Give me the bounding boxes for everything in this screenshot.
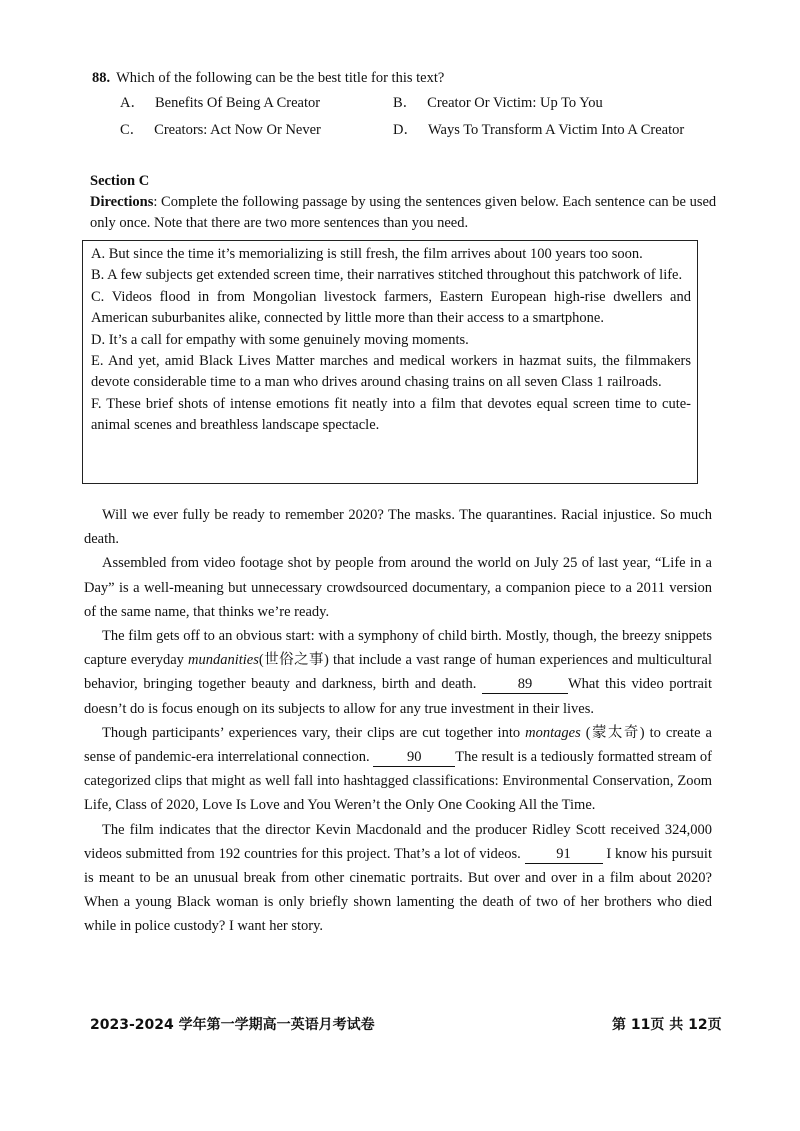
- directions-label: Directions: [90, 194, 154, 210]
- question-stem: Which of the following can be the best title for this text?: [116, 70, 445, 86]
- section-title: Section C: [90, 173, 150, 189]
- paragraph-5: [84, 818, 712, 939]
- option-d[interactable]: [393, 118, 723, 139]
- answer-options: [120, 91, 732, 139]
- paragraph-2: Assembled from video footage shot by people from around the world on July 25 of last year, “Life in a Day” is a well-meaning but unnecessary crowdsourced documentary, a companion piece to a 2011 version of the same name, that thinks we’re ready.: [84, 555, 712, 620]
- option-a[interactable]: [120, 91, 393, 112]
- italic-term: mundanities: [187, 652, 259, 669]
- option-text: Creators: Act Now Or Never: [154, 122, 321, 138]
- sentence-option-d: D. It’s a call for empathy with some genuinely moving moments.: [91, 331, 469, 348]
- option-letter: C．: [120, 122, 145, 138]
- question-number: 88.: [92, 70, 111, 86]
- footer-page-number: 第 11页 共 12页: [612, 1017, 722, 1033]
- sentence-option-e: E. And yet, amid Black Lives Matter marches and medical workers in hazmat suits, the filmmakers devote considerable time to a man who drives around chasing trains on all seven Class 1 railroads.: [91, 353, 691, 391]
- option-letter: D．: [393, 122, 418, 138]
- option-letter: A．: [120, 95, 145, 111]
- directions-text: : Complete the following passage by using the sentences given below. Each sentence can be used only once. Note that there are two more sentences than you need.: [90, 194, 717, 231]
- italic-term: montages: [525, 724, 581, 741]
- paragraph-text: Though participants’ experiences vary, their clips are cut together into: [102, 724, 526, 741]
- paragraph-1: Will we ever fully be ready to remember 2020? The masks. The quarantines. Racial injustice. So much death.: [84, 507, 712, 548]
- blank-91[interactable]: 91: [525, 845, 603, 864]
- paragraph-text: What this video portrait doesn’t do is focus enough on its subjects to allow for any true investment in their lives.: [84, 676, 712, 717]
- paragraph-text: to create a sense of pandemic-era interrelational connection.: [84, 724, 712, 766]
- option-text: Ways To Transform A Victim Into A Creator: [427, 122, 685, 138]
- option-text: Benefits Of Being A Creator: [154, 95, 321, 111]
- sentence-option-c: C. Videos flood in from Mongolian livestock farmers, Eastern European high-rise dwellers and American suburbanites alike, connected by little more than their access to a smartphone.: [91, 288, 691, 327]
- paragraph-text: The result is a tediously formatted stream of categorized clips that might as well fall into hashtagged classifications: Environmental Conservation, Zoom Life, Class of 2020, Love Is Love and You Weren’t the Only One Cooking All the Time.: [84, 749, 712, 814]
- footer-exam-title: 2023-2024 学年第一学期高一英语月考试卷: [90, 1017, 375, 1033]
- option-b[interactable]: [393, 91, 723, 112]
- sentence-option-a: A. But since the time it’s memorializing is still fresh, the film arrives about 100 years too soon.: [91, 246, 643, 262]
- paragraph-text: I know his pursuit is meant to be an unusual break from other cinematic portraits. But over and over in a film about 2020? When a young Black woman is only briefly shown lamenting the death of two of her brothers who died while in police custody? I want her story.: [84, 845, 712, 935]
- paragraph-text: The film indicates that the director Kevin Macdonald and the producer Ridley Scott received 324,000 videos submitted from 192 countries for this project. That’s a lot of videos.: [84, 821, 712, 862]
- option-c[interactable]: [120, 118, 393, 139]
- paragraph-text: The film gets off to an obvious start: with a symphony of child birth. Mostly, though, the breezy snippets capture everyday: [84, 628, 712, 669]
- question-88: [92, 70, 732, 139]
- reading-passage: [84, 503, 712, 939]
- directions: [90, 192, 720, 234]
- sentence-options-box: [82, 240, 698, 484]
- sentence-option-f: F. These brief shots of intense emotions fit neatly into a film that devotes equal screen time to cute-animal scenes and breathless landscape spectacle.: [91, 395, 691, 434]
- sentence-option-b: B. A few subjects get extended screen time, their narratives stitched throughout this patchwork of life.: [91, 267, 683, 284]
- chinese-gloss: (蒙太奇): [580, 724, 645, 741]
- paragraph-4: [84, 721, 712, 818]
- option-letter: B．: [393, 95, 418, 111]
- paragraph-text: that include a vast range of human experiences and multicultural behavior, bringing together beauty and darkness, birth and death.: [84, 652, 712, 693]
- blank-90[interactable]: 90: [373, 748, 455, 767]
- section-c-header: [90, 171, 720, 234]
- paragraph-3: [84, 624, 712, 721]
- option-text: Creator Or Victim: Up To You: [427, 95, 603, 111]
- blank-89[interactable]: 89: [482, 675, 568, 694]
- chinese-gloss: (世俗之事): [258, 652, 329, 669]
